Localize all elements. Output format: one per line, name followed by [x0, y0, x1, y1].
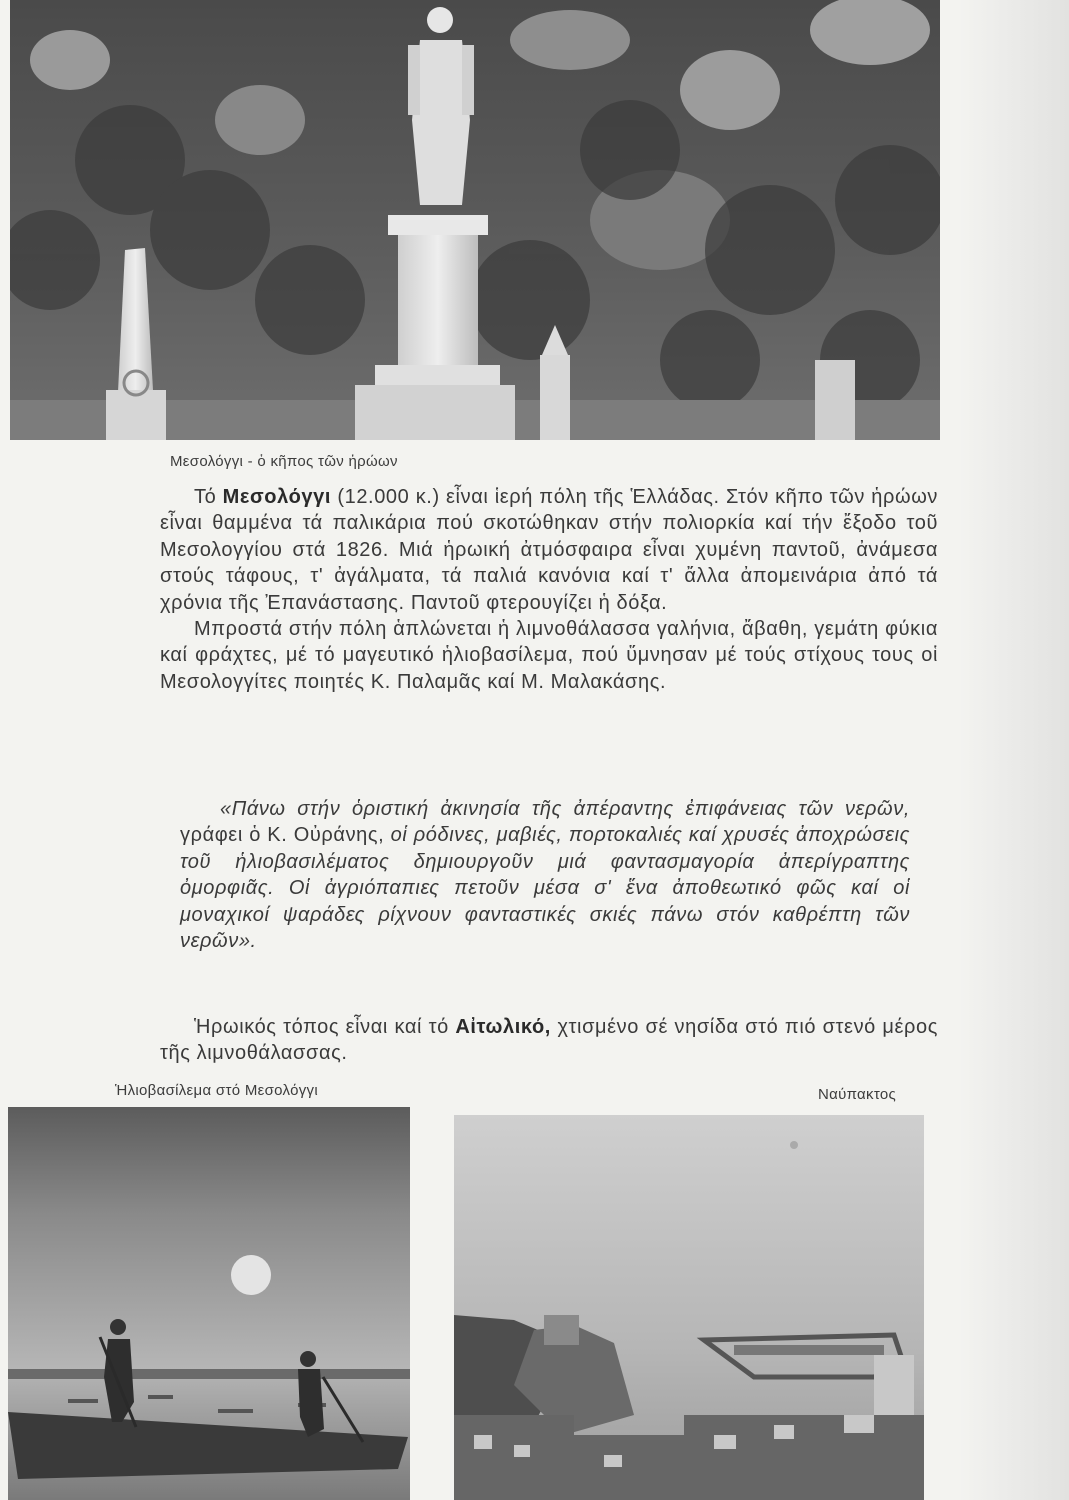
paragraph-mesolongi: Τό Μεσολόγγι (12.000 κ.) εἶναι ἱερή πόλη τῆς Ἑλλάδας. Στόν κῆπο τῶν ἡρώων εἶναι θαμμένα τά παλικάρια πού σκοτώθηκαν στήν πολιορκία καί τήν ἔξοδο τοῦ Μεσολογγίου στά 1826. Μιά ἡρωική ἀτμόσφαιρα εἶναι χυμένη παντοῦ, ἀνάμεσα στούς τάφους, τ' ἀγάλματα, τά παλιά κανόνια καί τ' ἄλλα ἀπομεινάρια ἀπό τά χρόνια τῆς Ἐπανάστασης. Παντοῦ φτερουγίζει ἡ δόξα.	[160, 486, 939, 614]
paragraph-aitoliko: Ἡρωικός τόπος εἶναι καί τό Αἰτωλικό, χτισμένο σέ νησίδα στό πιό στενό μέρος τῆς λιμνοθάλασσας.	[160, 1016, 938, 1065]
quote-attribution: γράφει ὁ Κ. Οὐράνης,	[180, 824, 391, 847]
main-text	[160, 484, 938, 695]
bold-mesolongi: Μεσολόγγι	[222, 486, 332, 508]
bold-aitoliko: Αἰτωλικό,	[455, 1016, 551, 1038]
caption-nafpaktos: Ναύπακτος	[818, 1086, 897, 1103]
caption-heroes-garden: Μεσολόγγι - ὁ κῆπος τῶν ἡρώων	[170, 453, 398, 470]
sunset-photo	[8, 1107, 410, 1500]
heroes-garden-photo	[10, 0, 940, 440]
nafpaktos-photo	[454, 1115, 924, 1500]
page-edge-shadow	[959, 0, 1069, 1500]
caption-sunset: Ἡλιοβασίλεμα στό Μεσολόγγι	[115, 1082, 318, 1099]
paragraph-lagoon: Μπροστά στήν πόλη ἁπλώνεται ἡ λιμνοθάλασσα γαλήνια, ἄβαθη, γεμάτη φύκια καί φράχτες, μέ τό μαγευτικό ἡλιοβασίλεμα, πού ὕμνησαν μέ τούς στίχους τους οἱ Μεσολογγίτες ποιητές Κ. Παλαμᾶς καί Μ. Μαλακάσης.	[160, 618, 938, 693]
quote-ouranis: «Πάνω στήν ὁριστική ἀκινησία τῆς ἀπέραντης ἐπιφάνειας τῶν νερῶν, γράφει ὁ Κ. Οὐράνης, οἱ ρόδινες, μαβιές, πορτοκαλιές καί χρυσές ἀποχρώσεις τοῦ ἡλιοβασιλέματος δημιουργοῦν μιά φαντασμαγορία ἀπερίγραπτης ὀμορφιᾶς. Οἱ ἀγριόπαπιες πετοῦν μέσα σ' ἕνα ἀποθεωτικό φῶς καί οἱ μοναχικοί ψαράδες ρίχνουν φανταστικές σκιές πάνω στόν καθρέπτη τῶν νερῶν».	[180, 798, 910, 953]
